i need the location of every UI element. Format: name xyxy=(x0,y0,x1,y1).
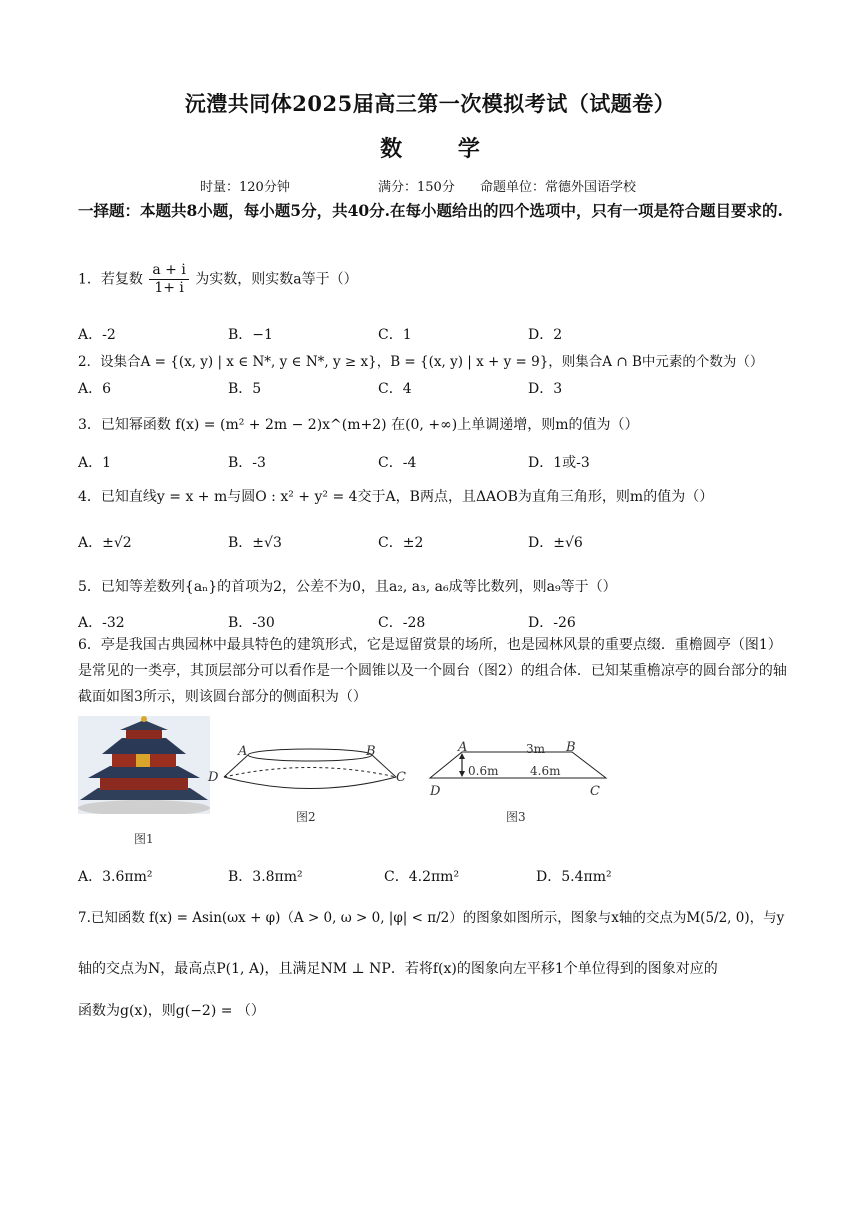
fig3-bottom-length: 4.6m xyxy=(530,764,561,778)
fig3-point-d: D xyxy=(430,784,441,799)
fig3-top-length: 3m xyxy=(526,742,546,756)
question-5: 5．已知等差数列{aₙ}的首项为2，公差不为0，且a₂, a₃, a₆成等比数列，则a₉等于（） xyxy=(78,579,617,595)
question-7-line1: 7.已知函数 f(x) = Asin(ωx + φ)（A > 0, ω > 0, |φ| < π/2）的图象如图所示，图象与x轴的交点为M(5/2, 0)，与y xyxy=(78,910,785,926)
exam-time: 时量：120分钟 xyxy=(200,180,290,195)
q1-numerator: a + i xyxy=(149,262,188,280)
fig3-point-a: A xyxy=(458,740,468,755)
fig1-caption: 图1 xyxy=(134,832,154,846)
question-6: 6．亭是我国古典园林中最具特色的建筑形式，它是逗留赏景的场所，也是园林风景的重要点缀．重檐圆亭（图1）是常见的一类亭，其顶层部分可以看作是一个圆锥以及一个圆台（图2）的组合体．已知某重檐凉亭的圆台部分的轴截面如图3所示，则该圆台部分的侧面积为（） xyxy=(78,637,787,705)
q2-option-b: B．5 xyxy=(228,381,262,397)
question-4: 4．已知直线y = x + m与圆O : x² + y² = 4交于A，B两点，且ΔAOB为直角三角形，则m的值为（） xyxy=(78,489,714,505)
fig3-point-b: B xyxy=(566,740,576,755)
q4-option-a: A．±√2 xyxy=(78,535,132,551)
q5-option-c: C．-28 xyxy=(378,615,426,631)
q2-option-d: D．3 xyxy=(528,381,563,397)
trapezoid-figure xyxy=(424,748,610,784)
fig3-point-c: C xyxy=(590,784,600,799)
q6-option-c: C．4.2πm² xyxy=(384,869,460,885)
question-7-line3: 函数为g(x)，则g(−2) = （） xyxy=(78,1003,265,1019)
fig2-point-b: B xyxy=(366,744,376,759)
fig2-point-d: D xyxy=(208,770,219,785)
question-1 xyxy=(78,262,358,297)
subject-title: 数 学 xyxy=(380,136,504,162)
exam-title: 沅澧共同体2025届高三第一次模拟考试（试题卷） xyxy=(184,91,676,116)
pavilion-photo xyxy=(78,716,210,814)
q1-option-a: A．-2 xyxy=(78,327,116,343)
fig2-point-c: C xyxy=(396,770,406,785)
exam-unit: 命题单位：常德外国语学校 xyxy=(480,180,637,195)
section-heading: 一择题：本题共8小题，每小题5分，共40分.在每小题给出的四个选项中，只有一项是符合题目要求的. xyxy=(78,201,783,220)
exam-score: 满分：150分 xyxy=(378,180,455,195)
fig2-point-a: A xyxy=(238,744,248,759)
q1-option-d: D．2 xyxy=(528,327,563,343)
q6-option-a: A．3.6πm² xyxy=(78,869,153,885)
q1-fraction xyxy=(149,262,188,297)
q4-option-d: D．±√6 xyxy=(528,535,583,551)
fig3-caption: 图3 xyxy=(506,810,526,824)
q6-option-b: B．3.8πm² xyxy=(228,869,303,885)
q5-option-a: A．-32 xyxy=(78,615,125,631)
q1-suffix: 为实数，则实数a等于（） xyxy=(195,271,358,288)
q1-option-c: C．1 xyxy=(378,327,412,343)
q5-option-d: D．-26 xyxy=(528,615,576,631)
q4-option-b: B．±√3 xyxy=(228,535,282,551)
q3-option-b: B．-3 xyxy=(228,455,266,471)
q3-option-a: A．1 xyxy=(78,455,112,471)
question-7-line2: 轴的交点为N，最高点P(1, A)，且满足NM ⊥ NP．若将f(x)的图象向左平移1个单位得到的图象对应的 xyxy=(78,961,718,977)
question-3: 3．已知幂函数 f(x) = (m² + 2m − 2)x^(m+2) 在(0, +∞)上单调递增，则m的值为（） xyxy=(78,417,639,433)
q1-denominator: 1+ i xyxy=(154,280,184,296)
question-2: 2．设集合A = {(x, y) | x ∈ N*, y ∈ N*, y ≥ x}，B = {(x, y) | x + y = 9}，则集合A ∩ B中元素的个数为（） xyxy=(78,354,764,370)
q5-option-b: B．-30 xyxy=(228,615,275,631)
q3-option-c: C．-4 xyxy=(378,455,417,471)
q1-option-b: B．−1 xyxy=(228,327,273,343)
fig3-height: 0.6m xyxy=(468,764,499,778)
q3-option-d: D．1或-3 xyxy=(528,455,590,471)
q6-option-d: D．5.4πm² xyxy=(536,869,612,885)
fig2-caption: 图2 xyxy=(296,810,316,824)
q2-option-a: A．6 xyxy=(78,381,112,397)
q1-prefix: 1．若复数 xyxy=(78,271,143,288)
q2-option-c: C．4 xyxy=(378,381,412,397)
q4-option-c: C．±2 xyxy=(378,535,424,551)
